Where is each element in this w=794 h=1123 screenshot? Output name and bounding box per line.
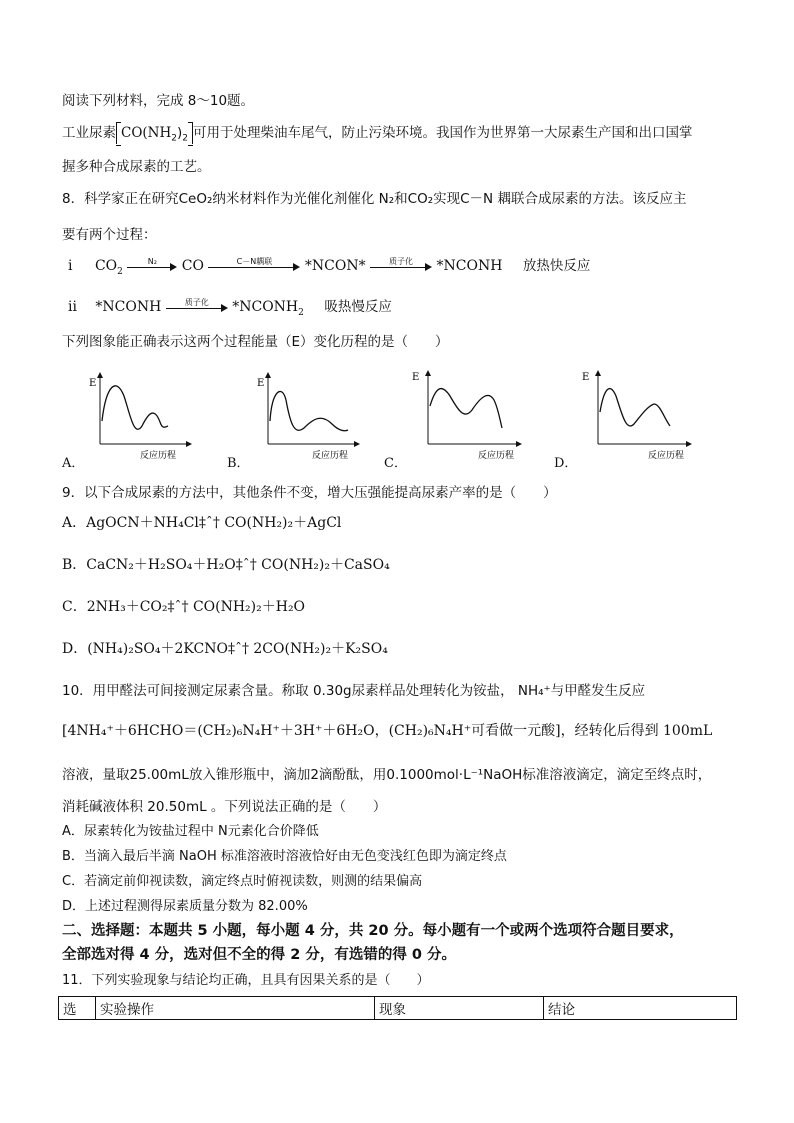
section2-heading-line-1: 二、选择题：本题共 5 小题，每小题 4 分，共 20 分。每小题有一个或两个选项符合题目要求，: [62, 923, 684, 939]
q11-col-phenomenon: 现象: [375, 997, 544, 1020]
q8-step-2: ii *NCONH 质子化 $*NCONH_2$ 吸热慢反应: [68, 298, 392, 318]
q9-option-c[interactable]: C．2NH₃＋CO₂‡ˆ† CO(NH₂)₂＋H₂O: [62, 599, 306, 615]
q11-col-conclusion: 结论: [544, 997, 737, 1020]
step1-intermediate-2: *NCON*: [304, 258, 366, 274]
energy-graph-b: [256, 366, 366, 461]
graph-d-x-label: 反应历程: [648, 451, 685, 461]
q8-option-b[interactable]: B．: [227, 456, 250, 471]
q10-stem-line-4: 消耗碱液体积 20.50mL 。下列说法正确的是（ ）: [62, 799, 387, 815]
step1-arrow-3: 质子化: [370, 259, 432, 273]
q11-stem: 11．下列实验现象与结论均正确，且具有因果关系的是（ ）: [62, 973, 430, 988]
step2-note: 吸热慢反应: [324, 299, 392, 315]
q8-option-d[interactable]: D．: [554, 456, 578, 471]
graph-d-y-label: E: [582, 372, 590, 383]
q10-option-d[interactable]: D．上述过程测得尿素质量分数为 82.00%: [62, 899, 308, 914]
step2-arrow: 质子化: [166, 300, 228, 314]
step1-arrow-1: N₂: [127, 259, 177, 273]
q11-col-operation: 实验操作: [96, 997, 375, 1020]
q11-col-option: 选: [59, 997, 96, 1020]
q10-stem-line-1: 10．用甲醛法可间接测定尿素含量。称取 0.30g尿素样品处理转化为铵盐， NH₄⁺与甲醛发生反应: [62, 683, 646, 699]
q9-option-d[interactable]: D．(NH₄)₂SO₄＋2KCNO‡ˆ† 2CO(NH₂)₂＋K₂SO₄: [62, 641, 388, 657]
step1-reactant: CO: [94, 258, 118, 274]
q8-option-a[interactable]: A．: [62, 456, 85, 471]
graph-c-y-label: E: [412, 372, 420, 383]
step1-product: *NCONH: [436, 258, 503, 274]
urea-formula: $CO(NH_2)_2$: [116, 122, 193, 144]
intro-prefix: 工业尿素: [62, 125, 116, 141]
q8-stem-line-1: 8．科学家正在研究CeO₂纳米材料作为光催化剂催化 N₂和CO₂实现C－N 耦联合成尿素的方法。该反应主: [62, 191, 687, 207]
q8-step-1: i $CO_2$ N₂ CO C－N耦联 *NCON* 质子化 *NCONH 放热快反应: [68, 257, 591, 277]
graph-a-y-label: E: [89, 378, 97, 389]
step1-note: 放热快反应: [522, 258, 591, 274]
q10-option-b[interactable]: B．当滴入最后半滴 NaOH 标准溶液时溶液恰好由无色变浅红色即为滴定终点: [62, 849, 507, 864]
intro-text: 可用于处理柴油车尾气，防止污染环境。我国作为世界第一大尿素生产国和出口国掌: [193, 125, 693, 141]
q9-option-b[interactable]: B．CaCN₂＋H₂SO₄＋H₂O‡ˆ† CO(NH₂)₂＋CaSO₄: [62, 557, 390, 573]
intro-line-1: 阅读下列材料，完成 8～10题。: [62, 93, 255, 109]
step2-reactant: *NCONH: [95, 299, 162, 315]
q10-stem-line-3: 溶液，量取25.00mL放入锥形瓶中，滴加2滴酚酞，用0.1000mol·L⁻¹NaOH标准溶液滴定，滴定至终点时，: [62, 767, 712, 783]
step2-product: *NCONH: [232, 299, 299, 315]
graph-b-x-label: 反应历程: [312, 451, 349, 461]
energy-graph-c: [408, 366, 528, 461]
q9-option-a[interactable]: A．AgOCN＋NH₄Cl‡ˆ† CO(NH₂)₂＋AgCl: [62, 515, 342, 531]
q10-option-c[interactable]: C．若滴定前仰视读数，滴定终点时俯视读数，则测的结果偏高: [62, 874, 423, 889]
step1-number: i: [68, 258, 73, 274]
intro-line-3: 握多种合成尿素的工艺。: [62, 159, 211, 175]
section2-heading-line-2: 全部选对得 4 分，选对但不全的得 2 分，有选错的得 0 分。: [62, 947, 457, 963]
step1-intermediate-1: CO: [181, 258, 204, 274]
graph-a-x-label: 反应历程: [140, 451, 177, 461]
q8-stem-line-2: 要有两个过程：: [62, 227, 157, 243]
graph-b-y-label: E: [257, 378, 265, 389]
intro-line-2: [62, 122, 693, 144]
energy-graph-a: [88, 366, 198, 461]
q9-stem: 9．以下合成尿素的方法中，其他条件不变，增大压强能提高尿素产率的是（ ）: [62, 485, 557, 501]
q11-table-header-row: [59, 997, 737, 1020]
step2-number: ii: [68, 299, 77, 315]
step1-arrow-2: C－N耦联: [208, 259, 300, 273]
q10-option-a[interactable]: A．尿素转化为铵盐过程中 N元素化合价降低: [62, 824, 319, 839]
q11-table: [58, 996, 737, 1020]
energy-graph-d: [578, 366, 698, 461]
q8-option-c[interactable]: C．: [384, 456, 407, 471]
q8-question: 下列图象能正确表示这两个过程能量（E）变化历程的是（ ）: [62, 334, 449, 350]
graph-c-x-label: 反应历程: [478, 451, 515, 461]
q10-stem-line-2: [4NH₄⁺＋6HCHO＝(CH₂)₆N₄H⁺＋3H⁺＋6H₂O，(CH₂)₆N₄H⁺可看做一元酸]，经转化后得到 100mL: [62, 723, 713, 739]
